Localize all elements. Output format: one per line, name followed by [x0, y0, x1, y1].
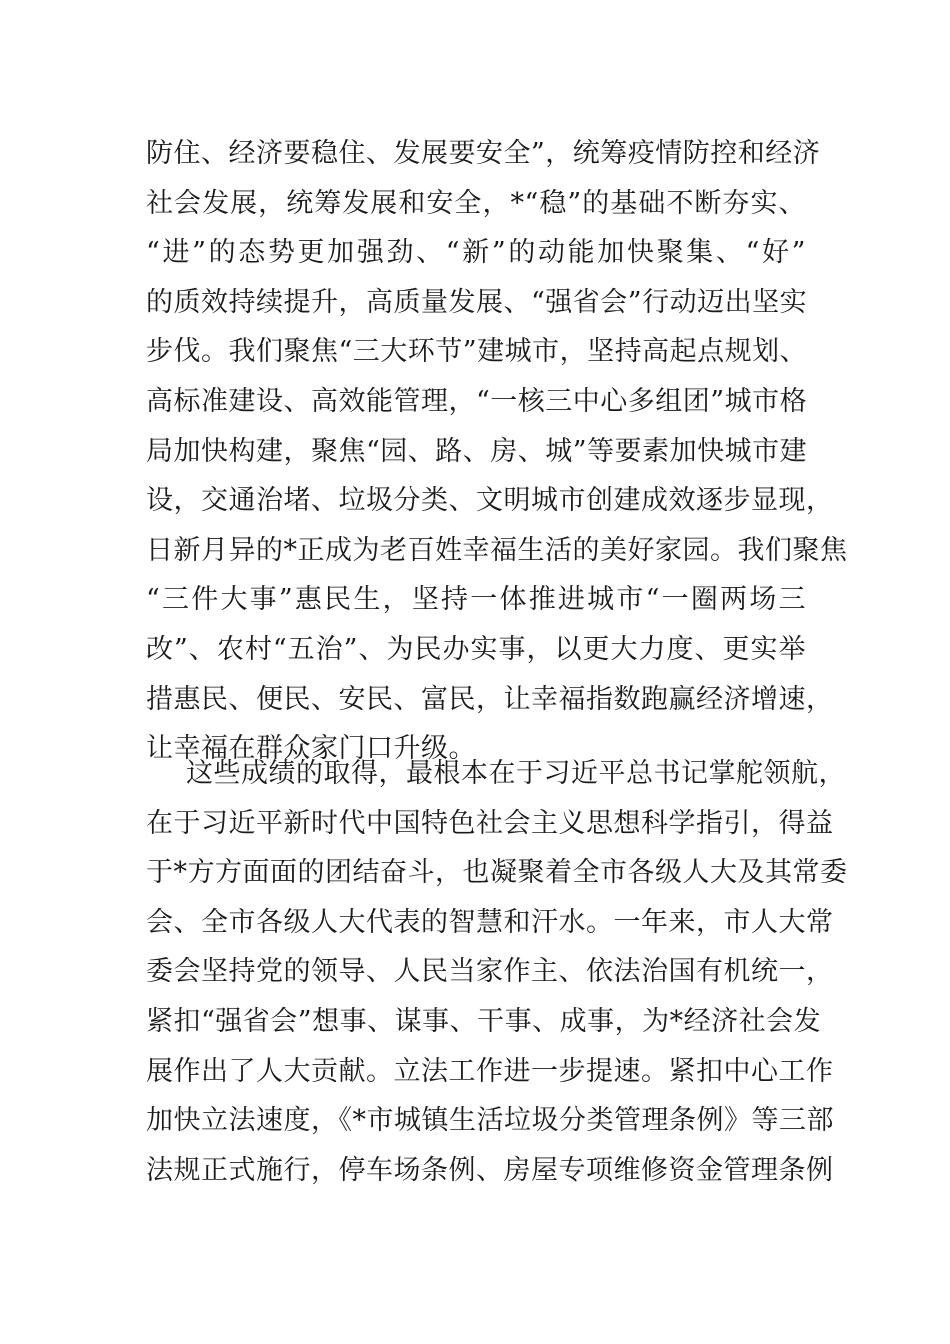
- paragraph-2: [146, 749, 848, 1195]
- text-line: 紧扣“强省会”想事、谋事、干事、成事，为*经济社会发: [146, 1005, 822, 1037]
- text-line: 让幸福在群众家门口升级。: [146, 733, 476, 765]
- text-line: 展作出了人大贡献。立法工作进一步提速。紧扣中心工作: [146, 1055, 834, 1087]
- text-line: 法规正式施行，停车场条例、房屋专项维修资金管理条例: [146, 1154, 834, 1186]
- text-line: 的质效持续提升，高质量发展、“强省会”行动迈出坚实: [146, 286, 808, 318]
- text-line: 措惠民、便民、安民、富民，让幸福指数跑赢经济增速，: [146, 683, 834, 715]
- text-line: 委会坚持党的领导、人民当家作主、依法治国有机统一，: [146, 956, 834, 988]
- text-line: 改”、农村“五治”、为民办实事，以更大力度、更实举: [146, 633, 806, 665]
- text-line: 设，交通治堵、垃圾分类、文明城市创建成效逐步显现，: [146, 485, 834, 517]
- text-line: 加快立法速度，《*市城镇生活垃圾分类管理条例》等三部: [146, 1105, 834, 1137]
- text-line: 会、全市各级人大代表的智慧和汗水。一年来，市人大常: [146, 906, 834, 938]
- text-line: “三件大事”惠民生，坚持一体推进城市“一圈两场三: [146, 584, 806, 616]
- text-line: “进”的态势更加强劲、“新”的动能加快聚集、“好”: [146, 237, 806, 269]
- text-line: 社会发展，统筹发展和安全，*“稳”的基础不断夯实、: [146, 187, 806, 219]
- text-line: 防住、经济要稳住、发展要安全”，统筹疫情防控和经济: [146, 138, 821, 169]
- text-line: 高标准建设、高效能管理，“一核三中心多组团”城市格: [146, 385, 808, 417]
- text-line: 于*方方面面的团结奋斗，也凝聚着全市各级人大及其常委: [146, 857, 848, 889]
- text-line: 这些成绩的取得，最根本在于习近平总书记掌舵领航，: [186, 758, 846, 789]
- text-line: 日新月异的*正成为老百姓幸福生活的美好家园。我们聚焦: [146, 534, 848, 566]
- text-line: 在于习近平新时代中国特色社会主义思想科学指引，得益: [146, 807, 834, 839]
- text-line: 步伐。我们聚焦“三大环节”建城市，坚持高起点规划、: [146, 336, 808, 368]
- text-line: 局加快构建，聚焦“园、路、房、城”等要素加快城市建: [146, 435, 808, 467]
